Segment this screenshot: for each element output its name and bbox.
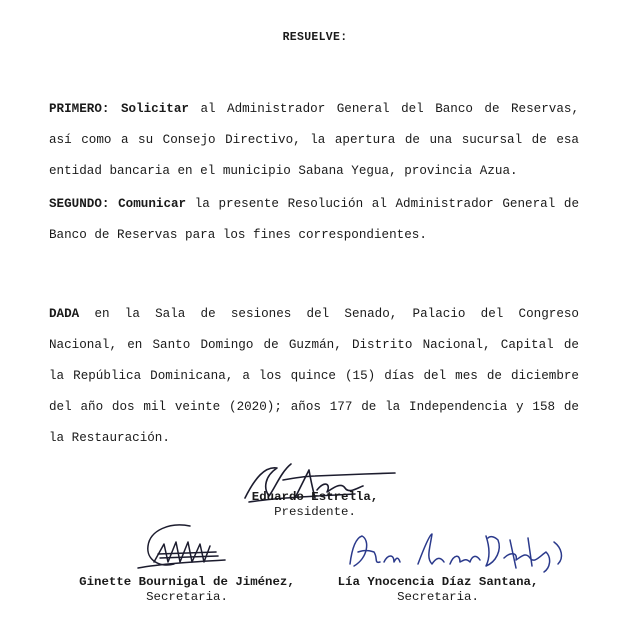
primero-line-3: entidad bancaria en el municipio Sabana Yegua, provincia Azua.	[49, 164, 518, 178]
dada-line-1	[49, 299, 579, 330]
segundo-line-1	[49, 189, 579, 220]
dada-line-4: del año dos mil veinte (2020); años 177 de la Independencia y 158 de	[49, 400, 579, 414]
secretary2-name: Lía Ynocencia Díaz Santana,	[337, 575, 539, 589]
segundo-verb: Comunicar	[118, 197, 187, 211]
dada-line-5: la Restauración.	[49, 431, 170, 445]
president-name: Eduardo Estrella,	[251, 490, 379, 504]
segundo-line-2: Banco de Reservas para los fines correspondientes.	[49, 228, 427, 242]
primero-line-1-text: al Administrador General del Banco de Reservas,	[200, 102, 580, 116]
primero-verb: Solicitar	[120, 102, 189, 116]
dada-line-2: Nacional, en Santo Domingo de Guzmán, Distrito Nacional, Capital de	[49, 338, 579, 352]
primero-line-1	[49, 94, 579, 125]
secretary1-signature-scribble	[130, 518, 230, 578]
secretary2-role: Secretaria.	[397, 590, 479, 604]
dada-label: DADA	[49, 307, 80, 321]
dada-line-3: la República Dominicana, a los quince (15) días del mes de diciembre	[49, 369, 579, 383]
segundo-line-1-text: la presente Resolución al Administrador General de	[194, 197, 579, 211]
primero-label: PRIMERO:	[49, 102, 110, 116]
secretary1-role: Secretaria.	[146, 590, 228, 604]
secretary1-signature-block	[72, 575, 302, 605]
secretary2-signature-block	[318, 575, 558, 605]
dada-paragraph	[49, 299, 579, 454]
secretary1-name: Ginette Bournigal de Jiménez,	[79, 575, 295, 589]
president-signature-block	[215, 490, 415, 520]
article-segundo	[49, 189, 579, 251]
segundo-label: SEGUNDO:	[49, 197, 110, 211]
secretary2-signature-scribble	[340, 528, 580, 578]
primero-line-2: así como a su Consejo Directivo, la apertura de una sucursal de esa	[49, 133, 579, 147]
president-role: Presidente.	[274, 505, 356, 519]
article-primero	[49, 94, 579, 187]
resolution-heading: RESUELVE:	[282, 31, 348, 44]
dada-line-1-text: en la Sala de sesiones del Senado, Palacio del Congreso	[94, 307, 579, 321]
